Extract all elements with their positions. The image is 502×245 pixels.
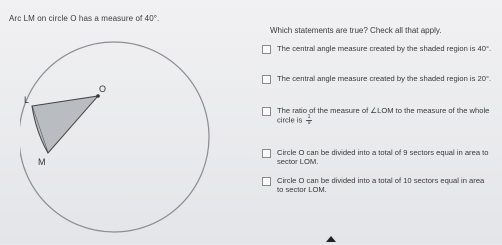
question-text: Which statements are true? Check all that apply. <box>270 26 442 35</box>
option-4-checkbox[interactable] <box>262 149 271 158</box>
option-5-label: Circle O can be divided into a total of 10 sectors equal in area to sector LOM. <box>277 176 485 194</box>
circle-diagram <box>20 40 220 245</box>
center-point-o <box>96 94 100 98</box>
option-5[interactable] <box>262 176 492 194</box>
option-1[interactable] <box>262 44 492 54</box>
problem-prompt: Arc LM on circle O has a measure of 40°. <box>9 14 160 23</box>
option-4-label: Circle O can be divided into a total of 9 sectors equal in area to sector LOM. <box>277 148 489 166</box>
shaded-sector <box>32 96 98 153</box>
circle-diagram-svg <box>20 40 220 240</box>
fraction-denominator: 9 <box>307 120 311 126</box>
option-5-checkbox[interactable] <box>262 177 271 186</box>
option-2-checkbox[interactable] <box>262 75 271 84</box>
option-3-text: The ratio of the measure of ∠LOM to the measure of the whole circle is <box>277 106 490 125</box>
option-1-label: The central angle measure created by the shaded region is 40°. <box>277 44 492 53</box>
label-m: M <box>38 157 46 167</box>
option-3-label <box>277 106 492 126</box>
option-3-checkbox[interactable] <box>262 107 271 116</box>
label-l: L <box>24 95 30 105</box>
ratio-fraction <box>306 115 311 126</box>
mouse-cursor-icon <box>326 236 336 242</box>
option-2[interactable] <box>262 74 492 84</box>
fraction-numerator: 1 <box>307 114 311 120</box>
option-1-checkbox[interactable] <box>262 45 271 54</box>
label-o: O <box>99 84 107 94</box>
option-3[interactable] <box>262 106 492 126</box>
option-2-label: The central angle measure created by the shaded region is 20°. <box>277 74 492 83</box>
option-4[interactable] <box>262 148 492 166</box>
